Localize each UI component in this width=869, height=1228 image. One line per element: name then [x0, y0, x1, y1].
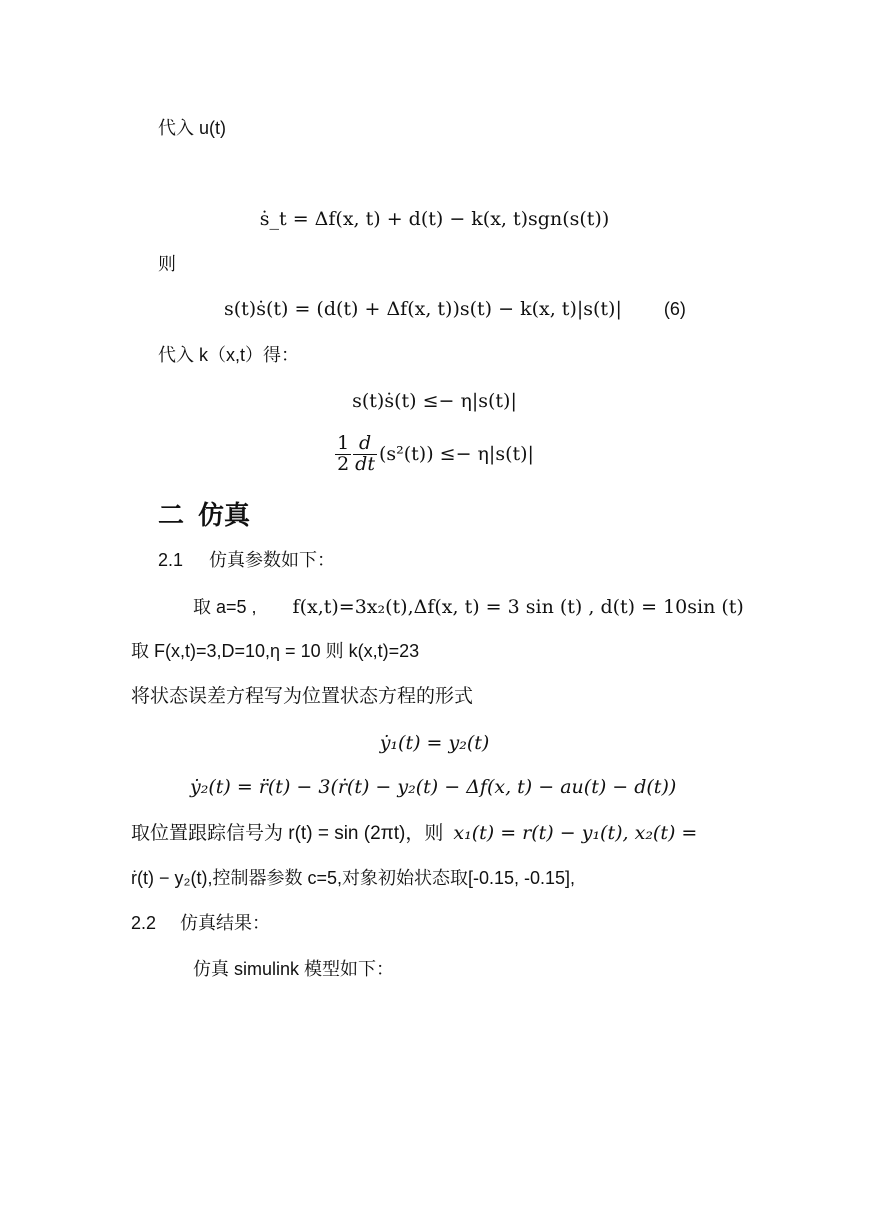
- subsection-2-1: 2.1 仿真参数如下：: [158, 550, 336, 570]
- equation-derivative-inequality: $\frac{1}{2}$ $\frac{d}{dt}$ (s²(t)) ≤− η|s(t)|: [337, 432, 534, 475]
- paragraph-simulink-model: 仿真 simulink 模型如下：: [193, 959, 395, 979]
- equation-s-dot: ṡ_t = Δf(x, t) + d(t) − k(x, t)sgn(s(t)): [259, 208, 610, 230]
- paragraph-substitute-k: 代入 k（x,t）得：: [158, 345, 300, 365]
- paragraph-state-equation-intro: 将状态误差方程写为位置状态方程的形式: [131, 686, 474, 707]
- equation-y1-dot: ẏ₁(t) = y₂(t): [379, 732, 490, 754]
- equation-inequality: s(t)ṡ(t) ≤− η|s(t)|: [352, 390, 517, 412]
- equation-y2-dot: ẏ₂(t) = r̈(t) − 3(ṙ(t) − y₂(t) − Δf(x, t) − au(t) − d(t)): [190, 776, 677, 798]
- subsection-2-2: 2.2 仿真结果：: [131, 913, 271, 933]
- fraction-half: $\frac{1}{2}$: [337, 432, 350, 475]
- equation-number: (6): [663, 299, 686, 319]
- paragraph-then: 则: [158, 254, 176, 274]
- paragraph-tracking-signal: 取位置跟踪信号为 r(t) = sin (2πt)，则 x₁(t) = r(t) − y₁(t), x₂(t) =: [131, 822, 698, 844]
- section-heading: 二 仿真: [158, 500, 251, 530]
- paragraph-controller-params: ṙ(t) − y₂(t),控制器参数 c=5,对象初始状态取[-0.15, -0.15],: [131, 868, 576, 888]
- fraction-d-dt: $\frac{d}{dt}$: [355, 432, 375, 475]
- equation-6: s(t)ṡ(t) = (d(t) + Δf(x, t))s(t) − k(x, t)|s(t)| (6): [224, 298, 686, 320]
- paragraph-parameters: 取 a=5 , f(x,t)=3x₂(t),Δf(x, t) = 3 sin (t) , d(t) = 10sin (t): [193, 596, 744, 618]
- paragraph-substitute-u: 代入 u(t): [158, 118, 227, 138]
- paragraph-parameter-values: 取 F(x,t)=3,D=10,η = 10 则 k(x,t)=23: [131, 641, 420, 661]
